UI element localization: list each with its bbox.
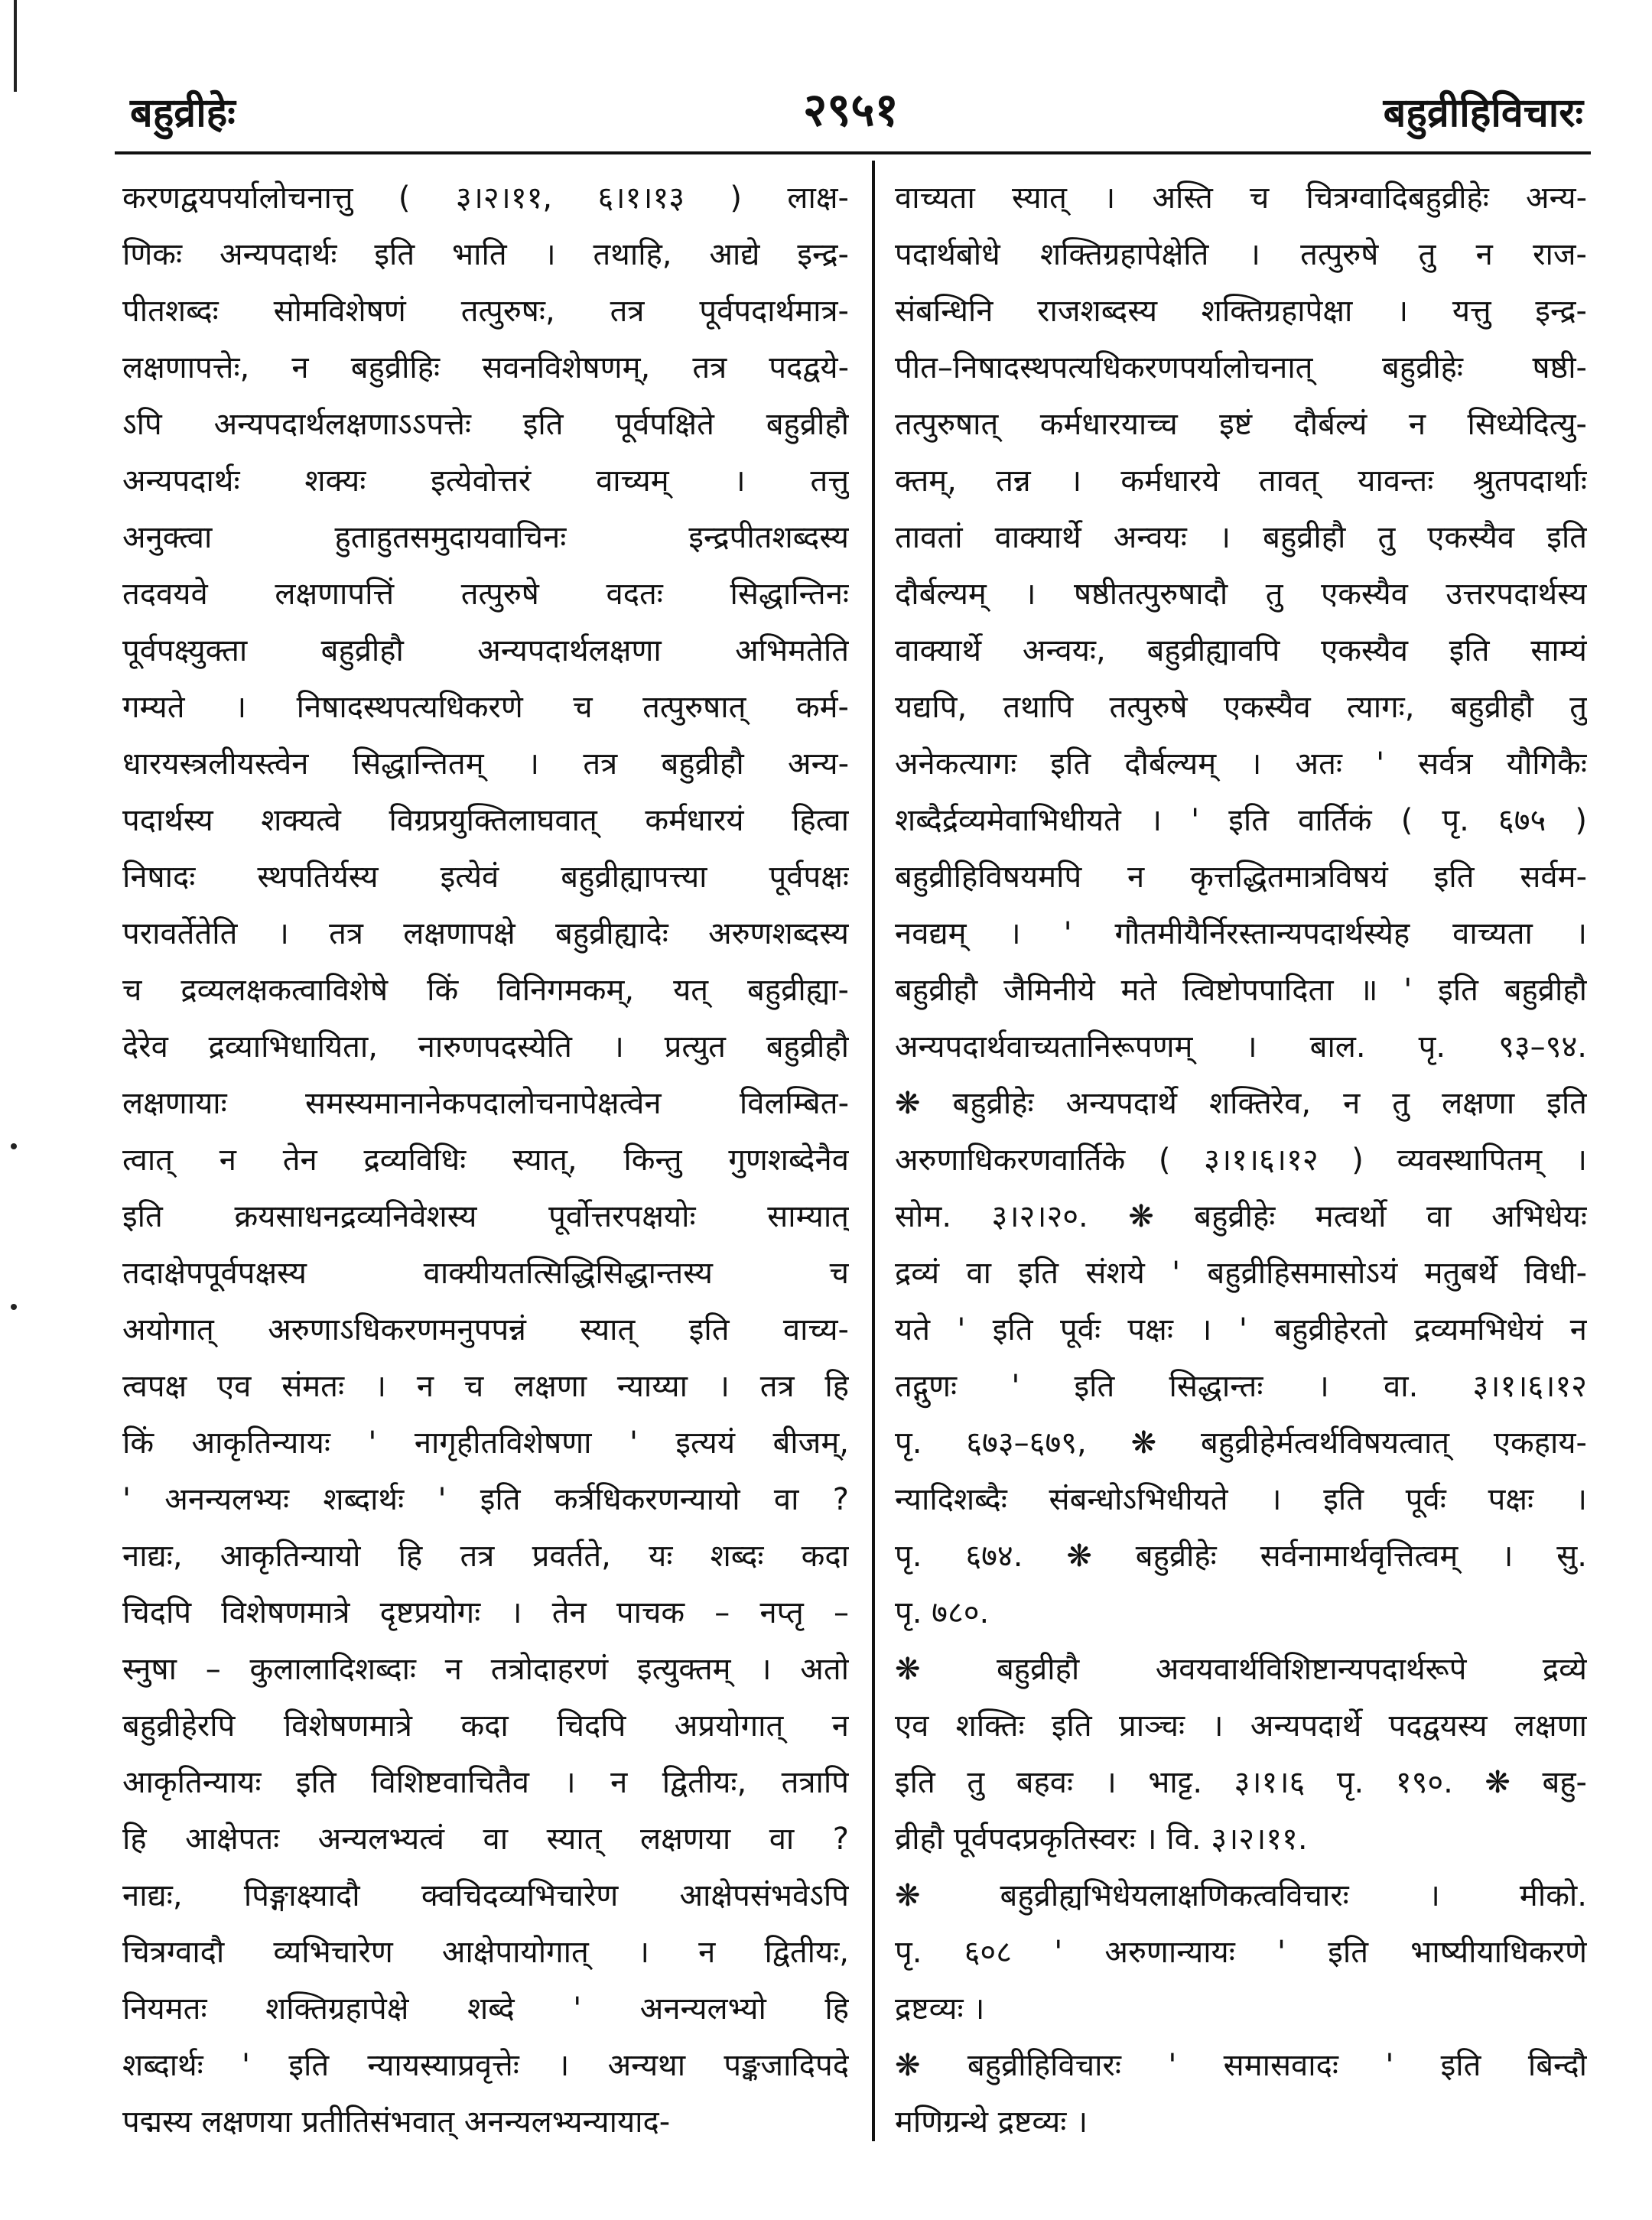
text-line: हि आक्षेपतः अन्यलभ्यत्वं वा स्यात् लक्षणया वा ? — [122, 1822, 849, 1857]
text-line: त्वात् न तेन द्रव्यविधिः स्यात्, किन्तु गुणशब्देनैव — [122, 1143, 849, 1178]
scan-speck — [11, 1304, 17, 1310]
text-line: तद्गुणः ' इति सिद्धान्तः । वा. ३।१।६।१२ — [895, 1369, 1587, 1404]
text-line: परावर्तेतेति । तत्र लक्षणापक्षे बहुव्रीह्यादेः अरुणशब्दस्य — [122, 916, 849, 951]
text-line: लक्षणापत्तेः, न बहुव्रीहिः सवनविशेषणम्, तत्र पदद्वये- — [122, 350, 849, 385]
text-line: ' अनन्यलभ्यः शब्दार्थः ' इति कर्त्रधिकरणन्यायो वा ? — [122, 1482, 849, 1517]
left-column — [122, 170, 849, 2150]
text-line: पृ. ६०८ ' अरुणान्यायः ' इति भाष्यीयाधिकरणे — [895, 1935, 1587, 1970]
text-line: पद्मस्य लक्षणया प्रतीतिसंभवात् अनन्यलभ्यन्यायाद- — [122, 2105, 671, 2140]
text-line: वाक्यार्थे अन्वयः, बहुव्रीह्यावपि एकस्यैव इति साम्यं — [895, 633, 1587, 668]
text-line: पृ. ६७४. ❋ बहुव्रीहेः सर्वनामार्थवृत्तित्वम् । सु. — [895, 1539, 1587, 1574]
text-line: व्रीहौ पूर्वपदप्रकृतिस्वरः । वि. ३।२।११. — [895, 1822, 1308, 1857]
scan-speck — [11, 1143, 17, 1149]
text-line: वाच्यता स्यात् । अस्ति च चित्रग्वादिबहुव्रीहेः अन्य- — [895, 180, 1587, 216]
text-line: नवद्यम् । ' गौतमीयैर्निरस्तान्यपदार्थस्येह वाच्यता । — [895, 916, 1587, 951]
page-number: २९५१ — [803, 83, 899, 137]
text-line: किं आकृतिन्यायः ' नागृहीतविशेषणा ' इत्ययं बीजम्, — [122, 1425, 849, 1461]
text-line: नाद्यः, आकृतिन्यायो हि तत्र प्रवर्तते, यः शब्दः कदा — [122, 1539, 849, 1574]
text-line: णिकः अन्यपदार्थः इति भाति । तथाहि, आद्ये इन्द्र- — [122, 237, 849, 272]
text-line: पृ. ६७३–६७९, ❋ बहुव्रीहेर्मत्वर्थविषयत्वात् एकहाय- — [895, 1425, 1587, 1461]
text-line: यद्यपि, तथापि तत्पुरुषे एकस्यैव त्यागः, बहुव्रीहौ तु — [895, 690, 1587, 725]
text-line: क्तम्, तन्न । कर्मधारये तावत् यावन्तः श्रुतपदार्थाः — [895, 463, 1587, 499]
text-line: इति क्रयसाधनद्रव्यनिवेशस्य पूर्वोत्तरपक्षयोः साम्यात् — [122, 1199, 849, 1234]
text-line: एव शक्तिः इति प्राञ्चः । अन्यपदार्थे पदद्वयस्य लक्षणा — [895, 1708, 1587, 1744]
text-line: आकृतिन्यायः इति विशिष्टवाचितैव । न द्वितीयः, तत्रापि — [122, 1765, 849, 1800]
text-line: करणद्वयपर्यालोचनात्तु ( ३।२।११, ६।१।१३ ) लाक्ष- — [122, 180, 849, 216]
text-line: च द्रव्यलक्षकत्वाविशेषे किं विनिगमकम्, यत् बहुव्रीह्या- — [122, 973, 849, 1008]
text-line: दौर्बल्यम् । षष्ठीतत्पुरुषादौ तु एकस्यैव उत्तरपदार्थस्य — [895, 577, 1587, 612]
text-line: अन्यपदार्थवाच्यतानिरूपणम् । बाल. पृ. ९३–९४. — [895, 1029, 1587, 1064]
text-line: ❋ बहुव्रीह्यभिधेयलाक्षणिकत्वविचारः । मीको. — [895, 1878, 1587, 1913]
text-line: सोम. ३।२।२०. ❋ बहुव्रीहेः मत्वर्थो वा अभिधेयः — [895, 1199, 1587, 1234]
text-line: यते ' इति पूर्वः पक्षः । ' बहुव्रीहेरतो द्रव्यमभिधेयं न — [895, 1312, 1587, 1347]
text-line: अरुणाधिकरणवार्तिके ( ३।१।६।१२ ) व्यवस्थापितम् । — [895, 1143, 1587, 1178]
text-line: पृ. ७८०. — [895, 1595, 990, 1630]
text-line: शब्दैर्द्रव्यमेवाभिधीयते । ' इति वार्तिकं ( पृ. ६७५ ) — [895, 803, 1587, 838]
text-line: चित्रग्वादौ व्यभिचारेण आक्षेपायोगात् । न द्वितीयः, — [122, 1935, 849, 1970]
margin-rule — [14, 0, 17, 92]
text-line: बहुव्रीहिविषयमपि न कृत्तद्धितमात्रविषयं इति सर्वम- — [895, 860, 1587, 895]
text-line: न्यादिशब्दैः संबन्धोऽभिधीयते । इति पूर्वः पक्षः । — [895, 1482, 1587, 1517]
column-divider — [872, 161, 875, 2141]
running-header — [115, 76, 1591, 145]
text-line: देरेव द्रव्याभिधायिता, नारुणपदस्येति । प्रत्युत बहुव्रीहौ — [122, 1029, 849, 1064]
text-line: तदाक्षेपपूर्वपक्षस्य वाक्यीयतत्सिद्धिसिद्धान्तस्य च — [122, 1256, 849, 1291]
right-column — [895, 170, 1587, 2150]
text-line: ❋ बहुव्रीहेः अन्यपदार्थे शक्तिरेव, न तु लक्षणा इति — [895, 1086, 1587, 1121]
text-line: द्रव्यं वा इति संशये ' बहुव्रीहिसमासोऽयं मतुबर्थे विधी- — [895, 1256, 1587, 1291]
text-line: द्रष्टव्यः । — [895, 1991, 985, 2027]
text-line: पीतशब्दः सोमविशेषणं तत्पुरुषः, तत्र पूर्वपदार्थमात्र- — [122, 294, 849, 329]
text-line: बहुव्रीहेरपि विशेषणमात्रे कदा चिदपि अप्रयोगात् न — [122, 1708, 849, 1744]
text-line: धारयस्त्रलीयस्त्वेन सिद्धान्तितम् । तत्र बहुव्रीहौ अन्य- — [122, 746, 849, 782]
text-line: ऽपि अन्यपदार्थलक्षणाऽऽपत्तेः इति पूर्वपक्षिते बहुव्रीहौ — [122, 407, 849, 442]
text-line: अन्यपदार्थः शक्यः इत्येवोत्तरं वाच्यम् । तत्तु — [122, 463, 849, 499]
text-line: अयोगात् अरुणाऽधिकरणमनुपपन्नं स्यात् इति वाच्य- — [122, 1312, 849, 1347]
text-line: संबन्धिनि राजशब्दस्य शक्तिग्रहापेक्षा । यत्तु इन्द्र- — [895, 294, 1587, 329]
text-line: त्वपक्ष एव संमतः । न च लक्षणा न्याय्या । तत्र हि — [122, 1369, 849, 1404]
text-line: बहुव्रीहौ जैमिनीये मते त्विष्टोपपादिता ॥ ' इति बहुव्रीहौ — [895, 973, 1587, 1008]
text-line: चिदपि विशेषणमात्रे दृष्टप्रयोगः । तेन पाचक – नप्तृ – — [122, 1595, 849, 1630]
text-line: पूर्वपक्ष्युक्ता बहुव्रीहौ अन्यपदार्थलक्षणा अभिमतेति — [122, 633, 849, 668]
header-left-title: बहुव्रीहेः — [130, 90, 236, 136]
text-line: पदार्थबोधे शक्तिग्रहापेक्षेति । तत्पुरुषे तु न राज- — [895, 237, 1587, 272]
text-line: पदार्थस्य शक्यत्वे विग्रप्रयुक्तिलाघवात् कर्मधारयं हित्वा — [122, 803, 849, 838]
text-line: गम्यते । निषादस्थपत्यधिकरणे च तत्पुरुषात् कर्म- — [122, 690, 849, 725]
text-line: निषादः स्थपतिर्यस्य इत्येवं बहुव्रीह्यापत्त्या पूर्वपक्षः — [122, 860, 849, 895]
text-line: ❋ बहुव्रीहौ अवयवार्थविशिष्टान्यपदार्थरूपे द्रव्ये — [895, 1652, 1587, 1687]
header-rule — [115, 151, 1591, 154]
text-line: इति तु बहवः । भाट्ट. ३।१।६ पृ. १९०. ❋ बहु- — [895, 1765, 1587, 1800]
text-line: अनेकत्यागः इति दौर्बल्यम् । अतः ' सर्वत्र यौगिकैः — [895, 746, 1587, 782]
text-line: स्नुषा – कुलालादिशब्दाः न तत्रोदाहरणं इत्युक्तम् । अतो — [122, 1652, 849, 1687]
text-line: पीत–निषादस्थपत्यधिकरणपर्यालोचनात् बहुव्रीहेः षष्ठी- — [895, 350, 1587, 385]
text-line: तदवयवे लक्षणापत्तिं तत्पुरुषे वदतः सिद्धान्तिनः — [122, 577, 849, 612]
text-line: लक्षणायाः समस्यमानानेकपदालोचनापेक्षत्वेन विलम्बित- — [122, 1086, 849, 1121]
text-line: मणिग्रन्थे द्रष्टव्यः । — [895, 2105, 1088, 2140]
text-line: तत्पुरुषात् कर्मधारयाच्च इष्टं दौर्बल्यं न सिध्येदित्यु- — [895, 407, 1587, 442]
header-right-title: बहुव्रीहिविचारः — [1383, 90, 1583, 136]
text-line: ❋ बहुव्रीहिविचारः ' समासवादः ' इति बिन्दौ — [895, 2048, 1587, 2083]
text-line: नियमतः शक्तिग्रहापेक्षे शब्दे ' अनन्यलभ्यो हि — [122, 1991, 849, 2027]
text-line: शब्दार्थः ' इति न्यायस्याप्रवृत्तेः । अन्यथा पङ्कजादिपदे — [122, 2048, 849, 2083]
text-line: तावतां वाक्यार्थे अन्वयः । बहुव्रीहौ तु एकस्यैव इति — [895, 520, 1587, 555]
text-line: नाद्यः, पिङ्गाक्ष्यादौ क्वचिदव्यभिचारेण आक्षेपसंभवेऽपि — [122, 1878, 849, 1913]
text-line: अनुक्त्वा हुताहुतसमुदायवाचिनः इन्द्रपीतशब्दस्य — [122, 520, 849, 555]
